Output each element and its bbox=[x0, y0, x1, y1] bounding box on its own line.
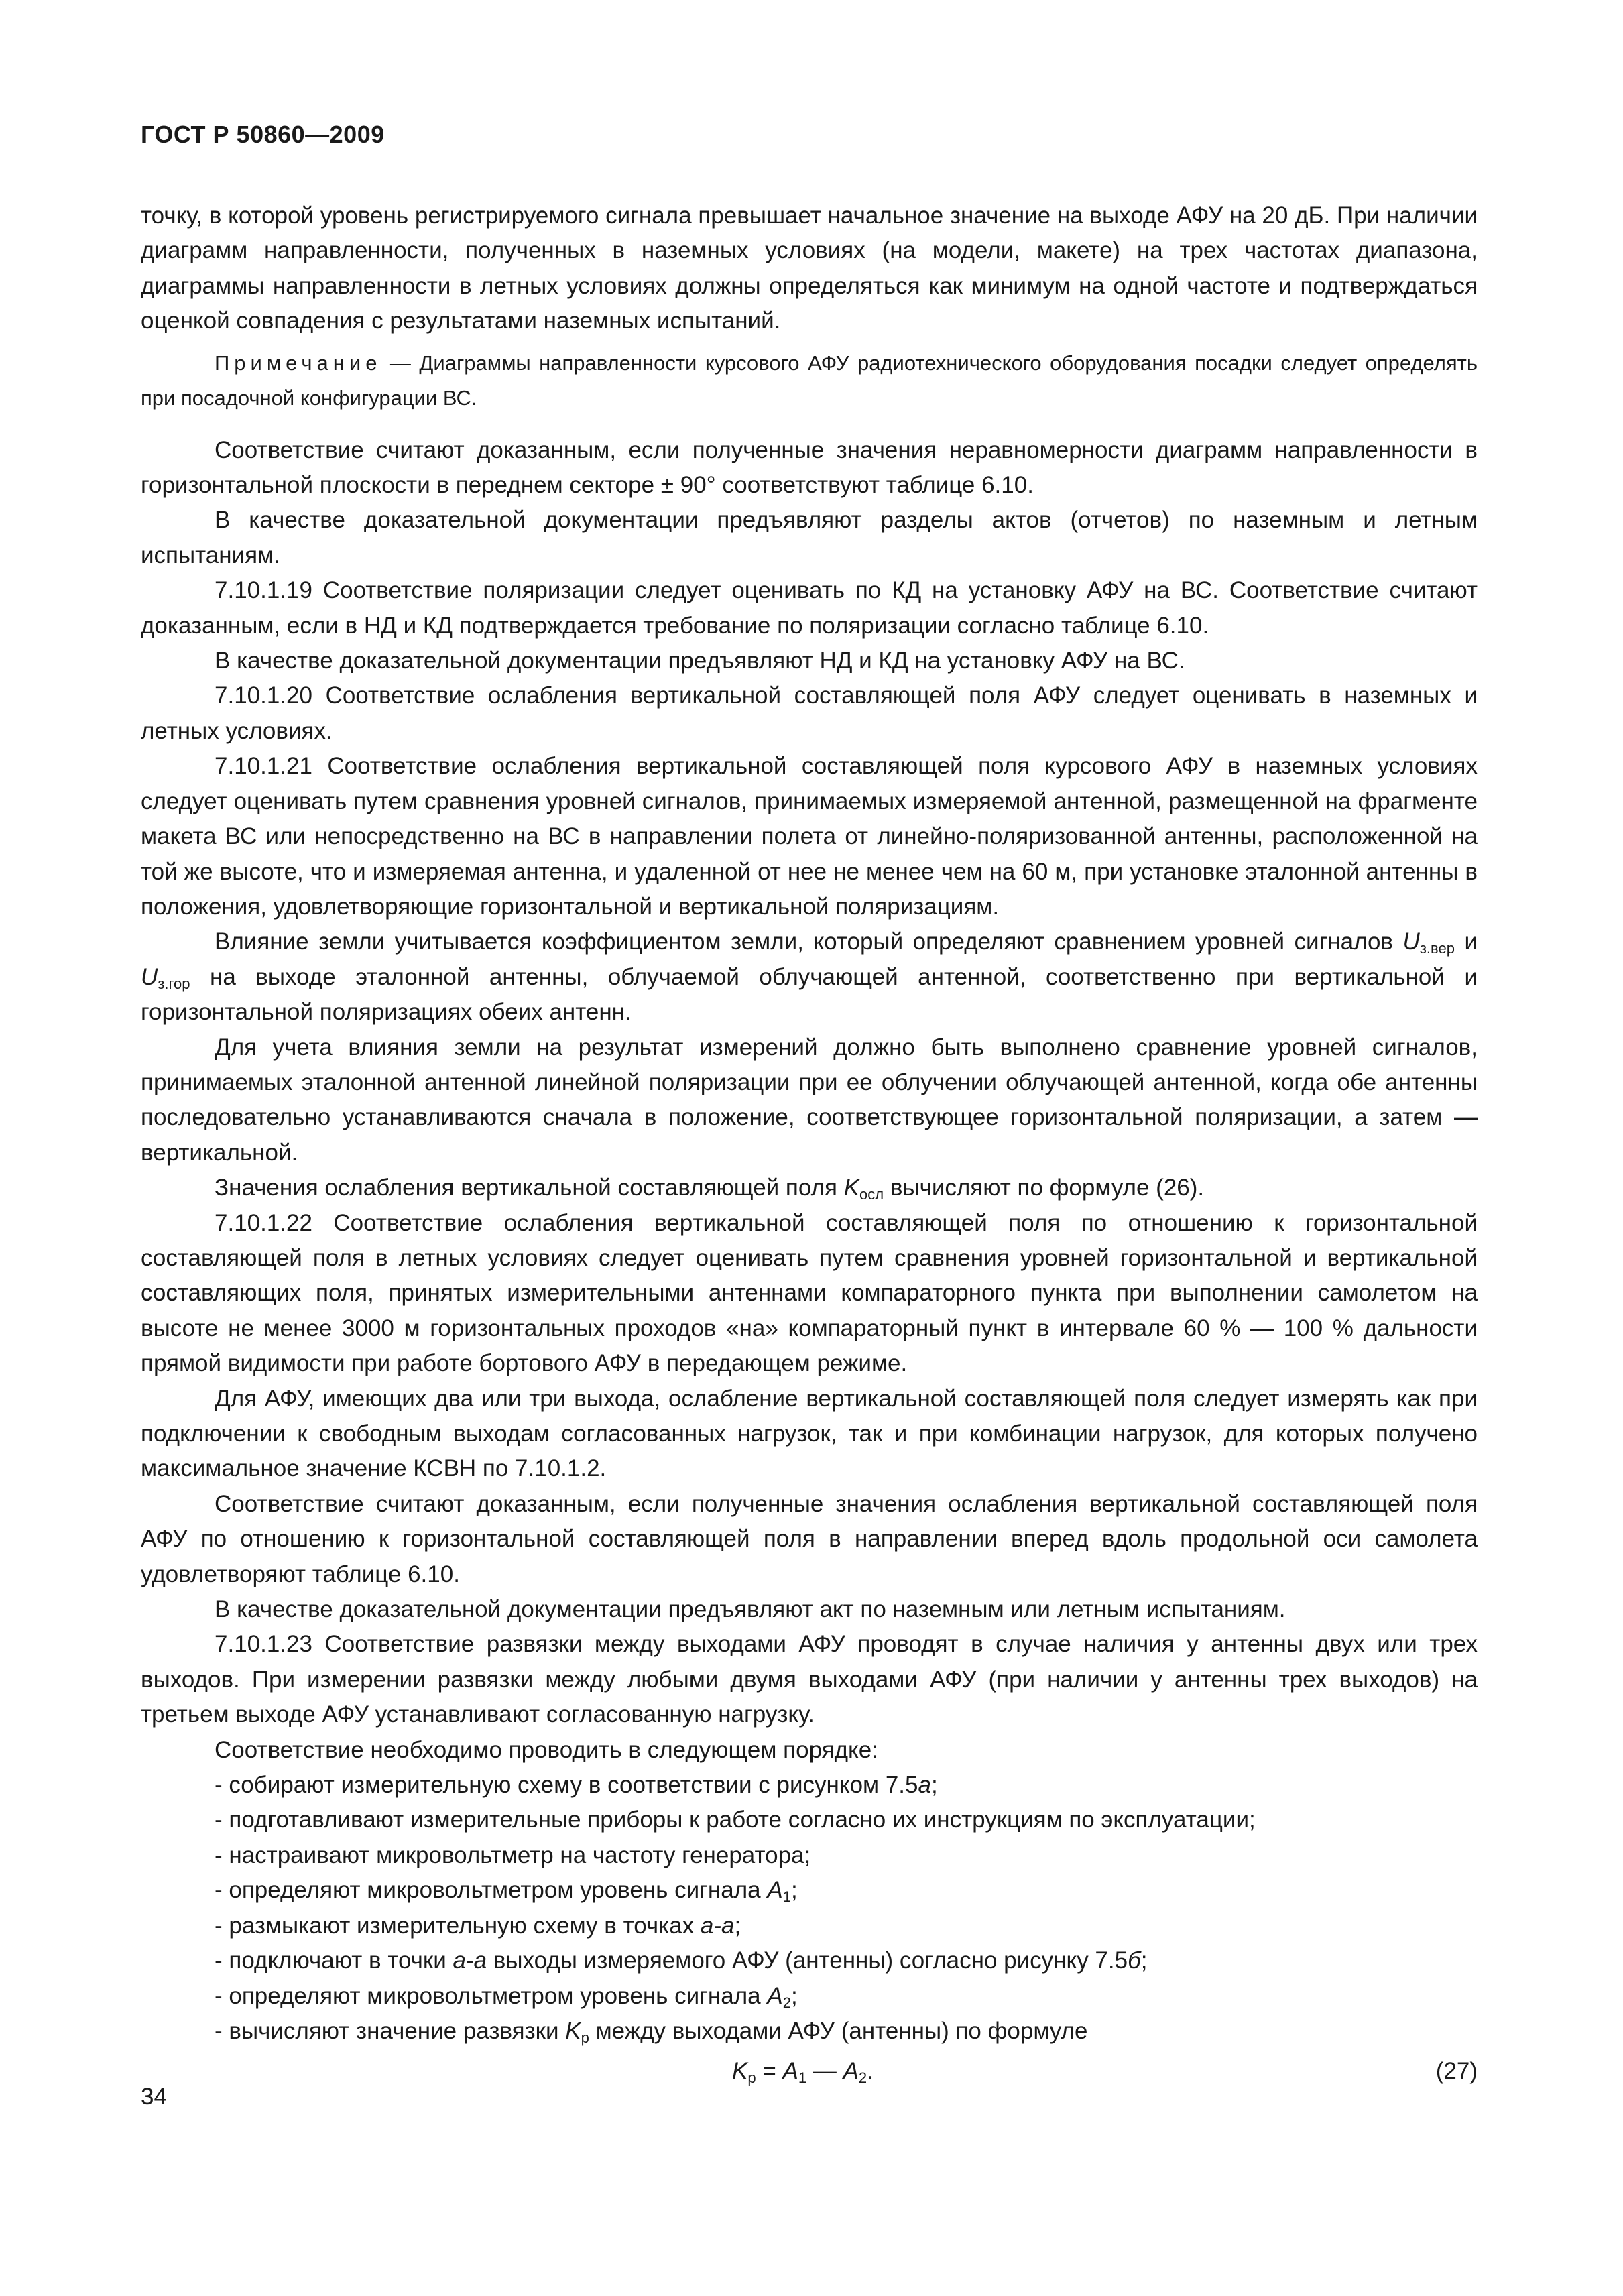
paragraph-7-10-1-21: 7.10.1.21 Соответствие ослабления вертикальной составляющей поля курсового АФУ в наземных условиях следует оценивать путем сравнения уровней сигналов, принимаемых измеряемой антенной, размещенной на фрагменте макета ВС или непосредственно на ВС в направлении полета от линейно-поляризованной антенны, расположенной на той же высоте, что и измеряемая антенна, и удаленной от нее не менее чем на 60 м, при установке эталонной антенны в положения, удовлетворяющие горизонтальной и вертикальной поляризациям. bbox=[141, 753, 1478, 920]
minus-sign: — bbox=[806, 2058, 843, 2085]
formula-27 bbox=[141, 2054, 1478, 2096]
paragraph-attenuation-formula-ref bbox=[141, 1170, 1478, 1205]
text-run: - вычисляют значение развязки bbox=[215, 2017, 566, 2044]
subscript: р bbox=[747, 2069, 756, 2087]
paragraph-ground-factor bbox=[141, 924, 1478, 1030]
text-run: - определяют микровольтметром уровень сигнала bbox=[215, 1982, 768, 2009]
formula-number: (27) bbox=[1435, 2058, 1478, 2085]
text-run: выходы измеряемого АФУ (антенны) согласно рисунку 7.5 bbox=[487, 1947, 1128, 1974]
text-run: - размыкают измерительную схему в точках bbox=[215, 1912, 701, 1939]
text-run: ; bbox=[790, 1877, 798, 1904]
symbol-k: K bbox=[565, 2017, 581, 2044]
text-run: ; bbox=[790, 1982, 798, 2009]
paragraph-compliance-pattern: Соответствие считают доказанным, если полученные значения неравномерности диаграмм направленности в горизонтальной плоскости в переднем секторе ± 90° соответствуют таблице 6.10. bbox=[141, 436, 1478, 499]
paragraph-procedure-intro: Соответствие необходимо проводить в следующем порядке: bbox=[215, 1736, 878, 1763]
paragraph-7-10-1-19: 7.10.1.19 Соответствие поляризации следует оценивать по КД на установку АФУ на ВС. Соответствие считают доказанным, если в НД и КД подтверждается требование по поляризации согласно таблице 6.10. bbox=[141, 577, 1478, 639]
symbol-k: K bbox=[843, 1174, 860, 1201]
subscript: 1 bbox=[798, 2069, 807, 2087]
subscript: р bbox=[581, 2029, 589, 2046]
list-item bbox=[141, 1873, 1478, 1908]
text-run: - собирают измерительную схему в соответствии с рисунком 7.5 bbox=[215, 1772, 918, 1799]
symbol-a: A bbox=[843, 2058, 859, 2085]
symbol-a: A bbox=[767, 1982, 783, 2009]
paragraph-two-three-outputs: Для АФУ, имеющих два или три выхода, ослабление вертикальной составляющей поля следует измерять как при подключении к свободным выходам согласованных нагрузок, так и при комбинации нагрузок, для которых получено максимальное значение КСВН по 7.10.1.2. bbox=[141, 1385, 1478, 1482]
list-item bbox=[141, 1979, 1478, 2014]
note bbox=[141, 346, 1478, 416]
paragraph-evidence-docs-1: В качестве доказательной документации предъявляют разделы актов (отчетов) по наземным и летным испытаниям. bbox=[141, 507, 1478, 568]
italic-points: а-а bbox=[453, 1947, 487, 1974]
page-number: 34 bbox=[141, 2083, 167, 2110]
note-text: — Диаграммы направленности курсового АФУ радиотехнического оборудования посадки следует определять при посадочной конфигурации ВС. bbox=[141, 351, 1478, 410]
list-item bbox=[141, 1943, 1478, 1978]
subscript: осл bbox=[859, 1186, 884, 1203]
symbol-u: U bbox=[1402, 928, 1420, 955]
text-run: между выходами АФУ (антенны) по формуле bbox=[589, 2017, 1088, 2044]
subscript: 2 bbox=[858, 2069, 867, 2087]
paragraph-7-10-1-20: 7.10.1.20 Соответствие ослабления вертикальной составляющей поля АФУ следует оценивать в наземных и летных условиях. bbox=[141, 682, 1478, 744]
text-run: и bbox=[1454, 928, 1478, 955]
paragraph-7-10-1-23: 7.10.1.23 Соответствие развязки между выходами АФУ проводят в случае наличия у антенны двух или трех выходов. При измерении развязки между любыми двумя выходами АФУ (при наличии у антенны трех выходов) на третьем выходе АФУ устанавливают согласованную нагрузку. bbox=[141, 1631, 1478, 1728]
subscript: з.вер bbox=[1419, 940, 1455, 957]
symbol-k: K bbox=[732, 2058, 748, 2085]
italic-points: а-а bbox=[700, 1912, 735, 1939]
paragraph-7-10-1-22: 7.10.1.22 Соответствие ослабления вертикальной составляющей поля по отношению к горизонтальной составляющей поля в летных условиях следует оценивать путем сравнения уровней горизонтальной и вертикальной составляющих поля, принятых измерительными антеннами компараторного пункта при выполнении самолетом на высоте не менее 3000 м горизонтальных проходов «на» компараторный пункт в интервале 60 % — 100 % дальности прямой видимости при работе бортового АФУ в передающем режиме. bbox=[141, 1209, 1478, 1377]
subscript: з.гор bbox=[158, 975, 190, 992]
list-item: - подготавливают измерительные приборы к работе согласно их инструкциям по эксплуатации; bbox=[215, 1807, 1256, 1833]
period: . bbox=[867, 2058, 874, 2085]
subscript: 1 bbox=[782, 1888, 791, 1906]
list-item bbox=[141, 2014, 1478, 2049]
text-run: на выходе эталонной антенны, облучаемой облучающей антенной, соответственно при вертикальной и горизонтальной поляризациях обеих антенн. bbox=[141, 963, 1478, 1026]
subscript: 2 bbox=[782, 1994, 791, 2011]
text-run: - подключают в точки bbox=[215, 1947, 453, 1974]
page-body bbox=[141, 198, 1478, 2096]
document-header-title: ГОСТ Р 50860—2009 bbox=[141, 121, 385, 148]
text-run: ; bbox=[734, 1912, 741, 1939]
text-run: - определяют микровольтметром уровень сигнала bbox=[215, 1877, 768, 1904]
list-item bbox=[141, 1909, 1478, 1943]
symbol-a: A bbox=[782, 2058, 798, 2085]
list-item: - настраивают микровольтметр на частоту генератора; bbox=[215, 1841, 811, 1868]
text-run: Влияние земли учитывается коэффициентом земли, который определяют сравнением уровней сигналов bbox=[215, 928, 1403, 955]
text-run: ; bbox=[930, 1772, 938, 1799]
text-run: Значения ослабления вертикальной составляющей поля bbox=[215, 1174, 844, 1201]
text-run: вычисляют по формуле (26). bbox=[884, 1174, 1205, 1201]
list-item bbox=[141, 1768, 1478, 1803]
paragraph-evidence-docs-2: В качестве доказательной документации предъявляют НД и КД на установку АФУ на ВС. bbox=[215, 648, 1185, 674]
italic-letter: а bbox=[918, 1772, 931, 1799]
equals-sign: = bbox=[756, 2058, 783, 2085]
note-label: Примечание bbox=[215, 351, 382, 375]
paragraph-evidence-docs-3: В качестве доказательной документации предъявляют акт по наземным или летным испытаниям. bbox=[215, 1596, 1286, 1623]
formula-expression bbox=[732, 2054, 874, 2089]
paragraph-ground-influence: Для учета влияния земли на результат измерений должно быть выполнено сравнение уровней сигналов, принимаемых эталонной антенной линейной поляризации при ее облучении облучающей антенной, когда обе антенны последовательно устанавливаются сначала в положение, соответствующее горизонтальной поляризации, а затем — вертикальной. bbox=[141, 1034, 1478, 1166]
italic-letter: б bbox=[1128, 1947, 1141, 1974]
text-run: ; bbox=[1140, 1947, 1148, 1974]
paragraph-compliance-attenuation: Соответствие считают доказанным, если полученные значения ослабления вертикальной составляющей поля АФУ по отношению к горизонтальной составляющей поля в направлении вперед вдоль продольной оси самолета удовлетворяют таблице 6.10. bbox=[141, 1490, 1478, 1587]
paragraph-continuation: точку, в которой уровень регистрируемого сигнала превышает начальное значение на выходе АФУ на 20 дБ. При наличии диаграмм направленности, полученных в наземных условиях (на модели, макете) на трех частотах диапазона, диаграммы направленности в летных условиях должны определяться как минимум на одной частоте и подтверждаться оценкой совпадения с результатами наземных испытаний. bbox=[141, 202, 1478, 335]
symbol-a: A bbox=[767, 1877, 783, 1904]
symbol-u: U bbox=[141, 963, 158, 990]
